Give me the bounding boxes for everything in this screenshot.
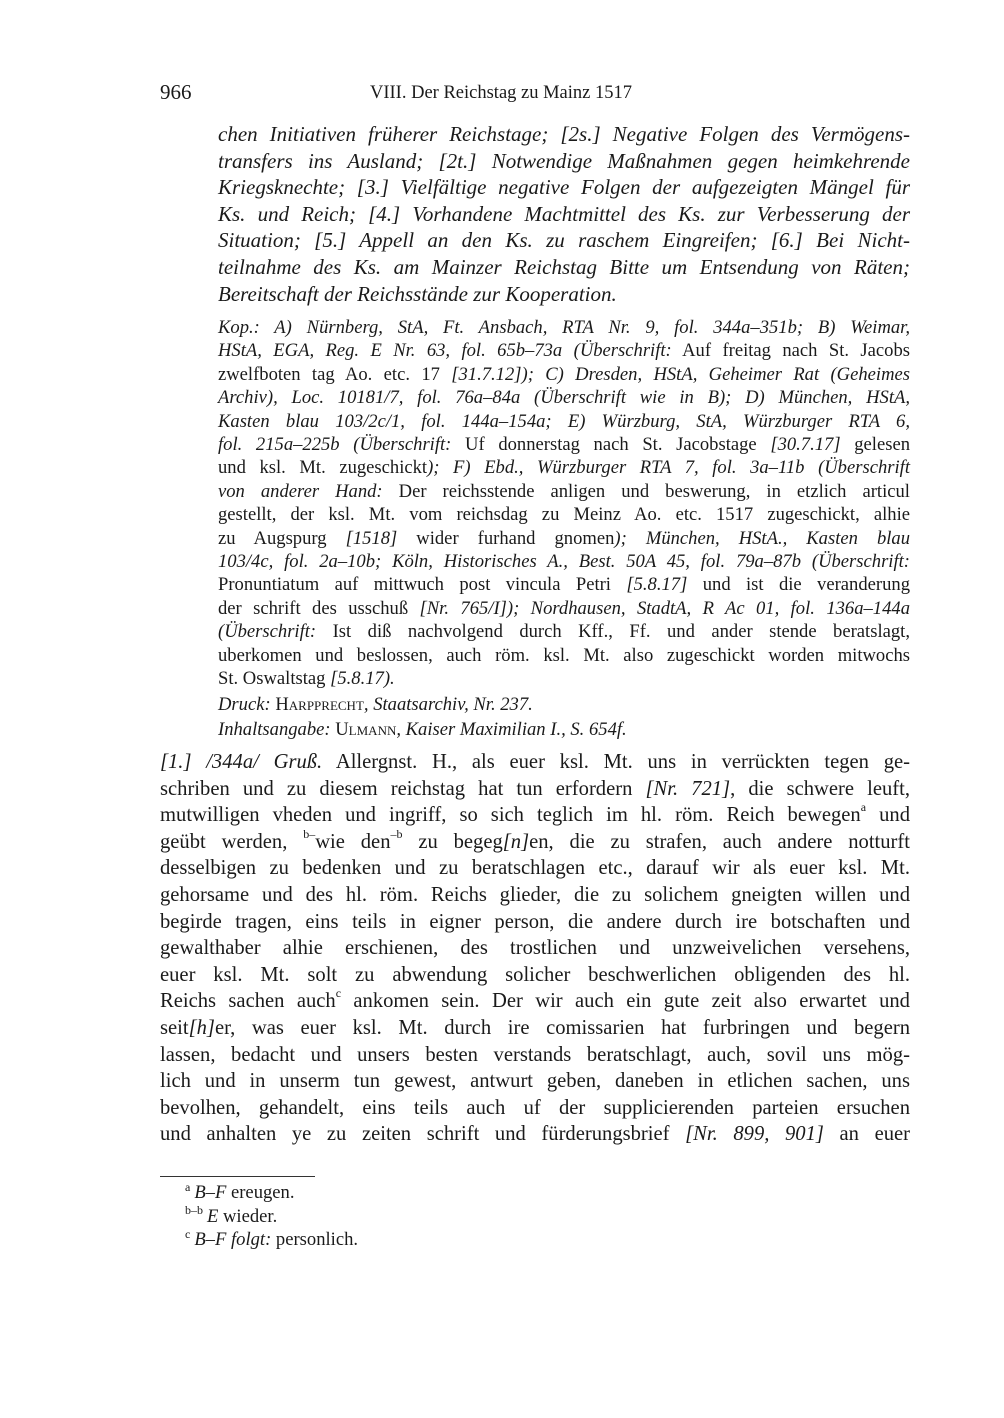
text-line: [1.] /344a/ Gruß. Allergnst. H., als euer ksl. Mt. uns in verrückten tegen ge- bbox=[160, 751, 911, 773]
footnote-ref: c bbox=[335, 986, 342, 1001]
page-number: 966 bbox=[160, 80, 192, 104]
running-head: VIII. Der Reichstag zu Mainz 1517 bbox=[370, 83, 632, 103]
source-line: zu Augspurg [1518] wider furhand gnomen); München, HStA., Kasten blau bbox=[218, 527, 911, 549]
source-line: Kop.: A) Nürnberg, StA, Ft. Ansbach, RTA Nr. 9, fol. 344a–351b; B) Weimar, bbox=[218, 317, 910, 338]
text-line: lich und in unserm tun gewest, antwurt geben, daneben in etlichen sachen, uns bbox=[160, 1070, 910, 1093]
source-line: uberkomen und beslossen, auch röm. ksl. Mt. also zugeschickt worden mitwochs bbox=[218, 644, 910, 666]
text-line: mutwilligen vheden und ingriff, so sich teglich im hl. röm. Reich bewegen$^a$ und bbox=[160, 800, 910, 827]
source-line: zwelfboten tag Ao. etc. 17 [31.7.12]); C) Dresden, HStA, Geheimer Rat (Geheimes bbox=[218, 363, 910, 385]
footnote: $^a$ B–F ereugen. bbox=[185, 1179, 295, 1203]
summary-line: chen Initiativen früherer Reichstage; [2s.] Negative Folgen des Vermögens- bbox=[218, 122, 910, 146]
text-line: begirde tragen, eins teils in eigner person, die andere durch ire botschaften und bbox=[160, 910, 910, 933]
text-line: seit[h]er, was euer ksl. Mt. durch ire comissarien hat furbringen und begern bbox=[160, 1016, 910, 1039]
source-line: (Überschrift: Ist diß nachvolgend durch Kff., Ff. und ander stende beratslagt, bbox=[218, 621, 910, 643]
text-line: euer ksl. Mt. solt zu abwendung solicher beschwerlichen obligenden des hl. bbox=[160, 963, 910, 986]
text-line: desselbigen zu bedenken und zu beratschlagen etc., darauf wir als euer ksl. Mt. bbox=[160, 857, 910, 880]
source-line: der schrift des usschuß [Nr. 765/I]); Nordhausen, StadtA, R Ac 01, fol. 136a–144a bbox=[218, 597, 910, 619]
footnote: $^c$ B–F folgt: personlich. bbox=[185, 1226, 359, 1250]
footnote-ref: b– bbox=[303, 826, 316, 841]
content-reference: Inhaltsangabe: Ulmann, Kaiser Maximilian I., S. 654f. bbox=[218, 718, 627, 740]
source-line: Pronuntiatum auf mittwuch post vincula Petri [5.8.17] und ist die veranderung bbox=[218, 574, 910, 596]
summary-line: teilnahme des Ks. am Mainzer Reichstag Bitte um Entsendung von Räten; bbox=[218, 254, 910, 279]
source-line: HStA, EGA, Reg. E Nr. 63, fol. 65b–73a (Überschrift: Auf freitag nach St. Jacobs bbox=[218, 340, 910, 362]
summary-line: Bereitschaft der Reichsstände zur Kooperation. bbox=[218, 281, 617, 306]
text-line: gewalthaber alhie erschienen, des trostlichen und unzweivelichen versehens, bbox=[160, 937, 910, 960]
source-apparatus bbox=[218, 316, 910, 741]
source-line: St. Oswaltstag [5.8.17). bbox=[218, 668, 395, 690]
text-line: gehorsame und des hl. röm. Reichs glieder, die zu solichem gneigten willen und bbox=[160, 883, 910, 906]
summary-line: Ks. und Reich; [4.] Vorhandene Machtmittel des Ks. zur Verbesserung der bbox=[218, 201, 910, 226]
source-line: und ksl. Mt. zugeschickt); F) Ebd., Würzburger RTA 7, fol. 3a–11b (Überschrift bbox=[218, 457, 910, 479]
print-reference: Druck: Harpprecht, Staatsarchiv, Nr. 237. bbox=[218, 693, 533, 715]
footnotes bbox=[185, 1181, 358, 1252]
summary-line: Kriegsknechte; [3.] Vielfältige negative Folgen der aufgezeigten Mängel für bbox=[218, 175, 910, 200]
source-line: von anderer Hand: Der reichsstende anligen und beswerung, in etzlich articul bbox=[218, 480, 910, 502]
text-line: und anhalten ye zu zeiten schrift und fürderungsbrief [Nr. 899, 901] an euer bbox=[160, 1123, 911, 1146]
source-line: 103/4c, fol. 2a–10b; Köln, Historisches A., Best. 50A 45, fol. 79a–87b (Überschrift: bbox=[218, 551, 910, 573]
text-line: lassen, bedacht und unsers besten verstands beratschlagt, auch, sovil uns mög- bbox=[160, 1043, 910, 1066]
source-line: Kasten blau 103/2c/1, fol. 144a–154a; E) Würzburg, StA, Würzburger RTA 6, bbox=[218, 410, 910, 432]
source-line: Archiv), Loc. 10181/7, fol. 76a–84a (Überschrift wie in B); D) München, HStA, bbox=[218, 387, 910, 409]
document-summary bbox=[218, 121, 910, 307]
summary-line: transfers ins Ausland; [2t.] Notwendige Maßnahmen gegen heimkehrende bbox=[218, 148, 910, 173]
footnote-ref: a bbox=[860, 800, 867, 815]
main-text bbox=[160, 749, 910, 1148]
summary-line: Situation; [5.] Appell an den Ks. zu raschem Eingreifen; [6.] Bei Nicht- bbox=[218, 228, 910, 253]
text-line: Reichs sachen auch$^c$ ankomen sein. Der wir auch ein gute zeit also erwartet und bbox=[160, 986, 910, 1013]
footnote-rule bbox=[160, 1176, 315, 1177]
source-line: gestellt, der ksl. Mt. vom reichsdag zu Meinz Ao. etc. 1517 zugeschickt, alhie bbox=[218, 504, 910, 526]
source-line: fol. 215a–225b (Überschrift: Uf donnerstag nach St. Jacobstage [30.7.17] gelesen bbox=[218, 434, 911, 456]
text-line: bevolhen, gehandelt, eins teils auch uf der supplicierenden parteien ersuchen bbox=[160, 1096, 910, 1119]
footnote: $^{b-b}$ E wieder. bbox=[185, 1203, 278, 1227]
text-line: schriben und zu diesem reichstag hat tun erfordern [Nr. 721], die schwere leuft, bbox=[160, 777, 911, 800]
text-line: geübt werden, $^{b-}$wie den$^{-b}$ zu begeg[n]en, die zu strafen, auch andere notturft bbox=[160, 826, 910, 853]
footnote-ref: –b bbox=[390, 826, 403, 841]
